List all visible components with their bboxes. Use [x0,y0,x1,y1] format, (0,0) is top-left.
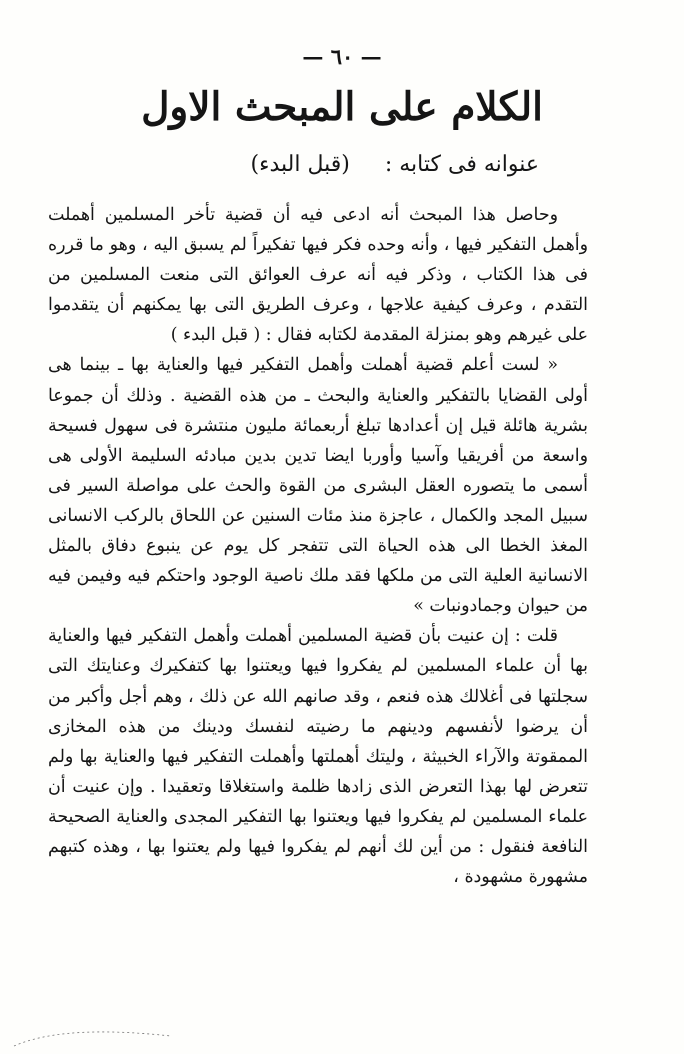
subtitle-label: عنوانه فى كتابه : [384,152,539,177]
scan-edge-mark [6,1010,176,1050]
section-subtitle [251,152,539,177]
subtitle-quoted: (قبل البدء) [250,152,350,177]
section-title: الكلام على المبحث الاول [141,84,543,130]
paragraph-response: قلت : إن عنيت بأن قضية المسلمين أهملت وأهمل التفكير فيها والعناية بها أن علماء المسلمين لم يفكروا فيها ويعتنوا بها كتفكيرك وعنايتك التى سجلتها فى أغلالك هذه فنعم ، وقد صانهم الله عن ذلك ، وهم أجل وأكبر من أن يرضوا لأنفسهم ودينهم ما رضيته لنفسك ودينك من هذه المخازى الممقوتة والآراء الخبيثة ، وليتك أهملتها وأهملت التفكير فيها والعناية بها ولم تتعرض لها بهذا التعرض الذى زادها ظلمة واستغلاقا وتعقيدا . وإن عنيت أن علماء المسلمين لم يفكروا فيها ويعتنوا بها التفكير المجدى والعناية الصحيحة النافعة فنقول : من أين لك أنهم لم يفكروا فيها ولم يعتنوا بها ، وهذه كتبهم مشهورة مشهودة ، [48,626,588,888]
body-text [48,200,588,892]
paragraph-summary: وحاصل هذا المبحث أنه ادعى فيه أن قضية تأخر المسلمين أهملت وأهمل التفكير فيها ، وأنه وحده فكر فيها تفكيراً لم يسبق اليه ، وهو ما قرره فى هذا الكتاب ، وذكر فيه أنه عرف العوائق التى منعت المسلمين من التقدم ، وعرف كيفية علاجها ، وعرف الطريق التى بها يمكنهم أن يتقدموا على غيرهم وهو بمنزلة المقدمة لكتابه فقال : ( قبل البدء ) [48,205,588,346]
paragraph-quotation: « لست أعلم قضية أهملت وأهمل التفكير فيها والعناية بها ـ بينما هى أولى القضايا بالتفكير والعناية والبحث ـ من هذه القضية . وذلك أن جموعا بشرية هائلة قيل إن أعدادها تبلغ أربعمائة مليون منتشرة فى سهول فسيحة واسعة من أفريقيا وآسيا وأوربا ايضا تدين بدين مبادئه السليمة الأولى هى أسمى ما يتصوره العقل البشرى من القوة والحث على مواصلة السير فى سبيل المجد والكمال ، عاجزة منذ مئات السنين عن اللحاق بالركب الانسانى المغذ الخطا الى هذه الحياة التى تتفجر كل يوم عن ينبوع دفاق بالمثل الانسانية العلية التى من ملكها فقد ملك ناصية الوجود واحتكم فيه وفيمن فيه من حيوان وجمادونبات » [48,355,588,617]
page-number: — ٦٠ — [302,44,382,69]
